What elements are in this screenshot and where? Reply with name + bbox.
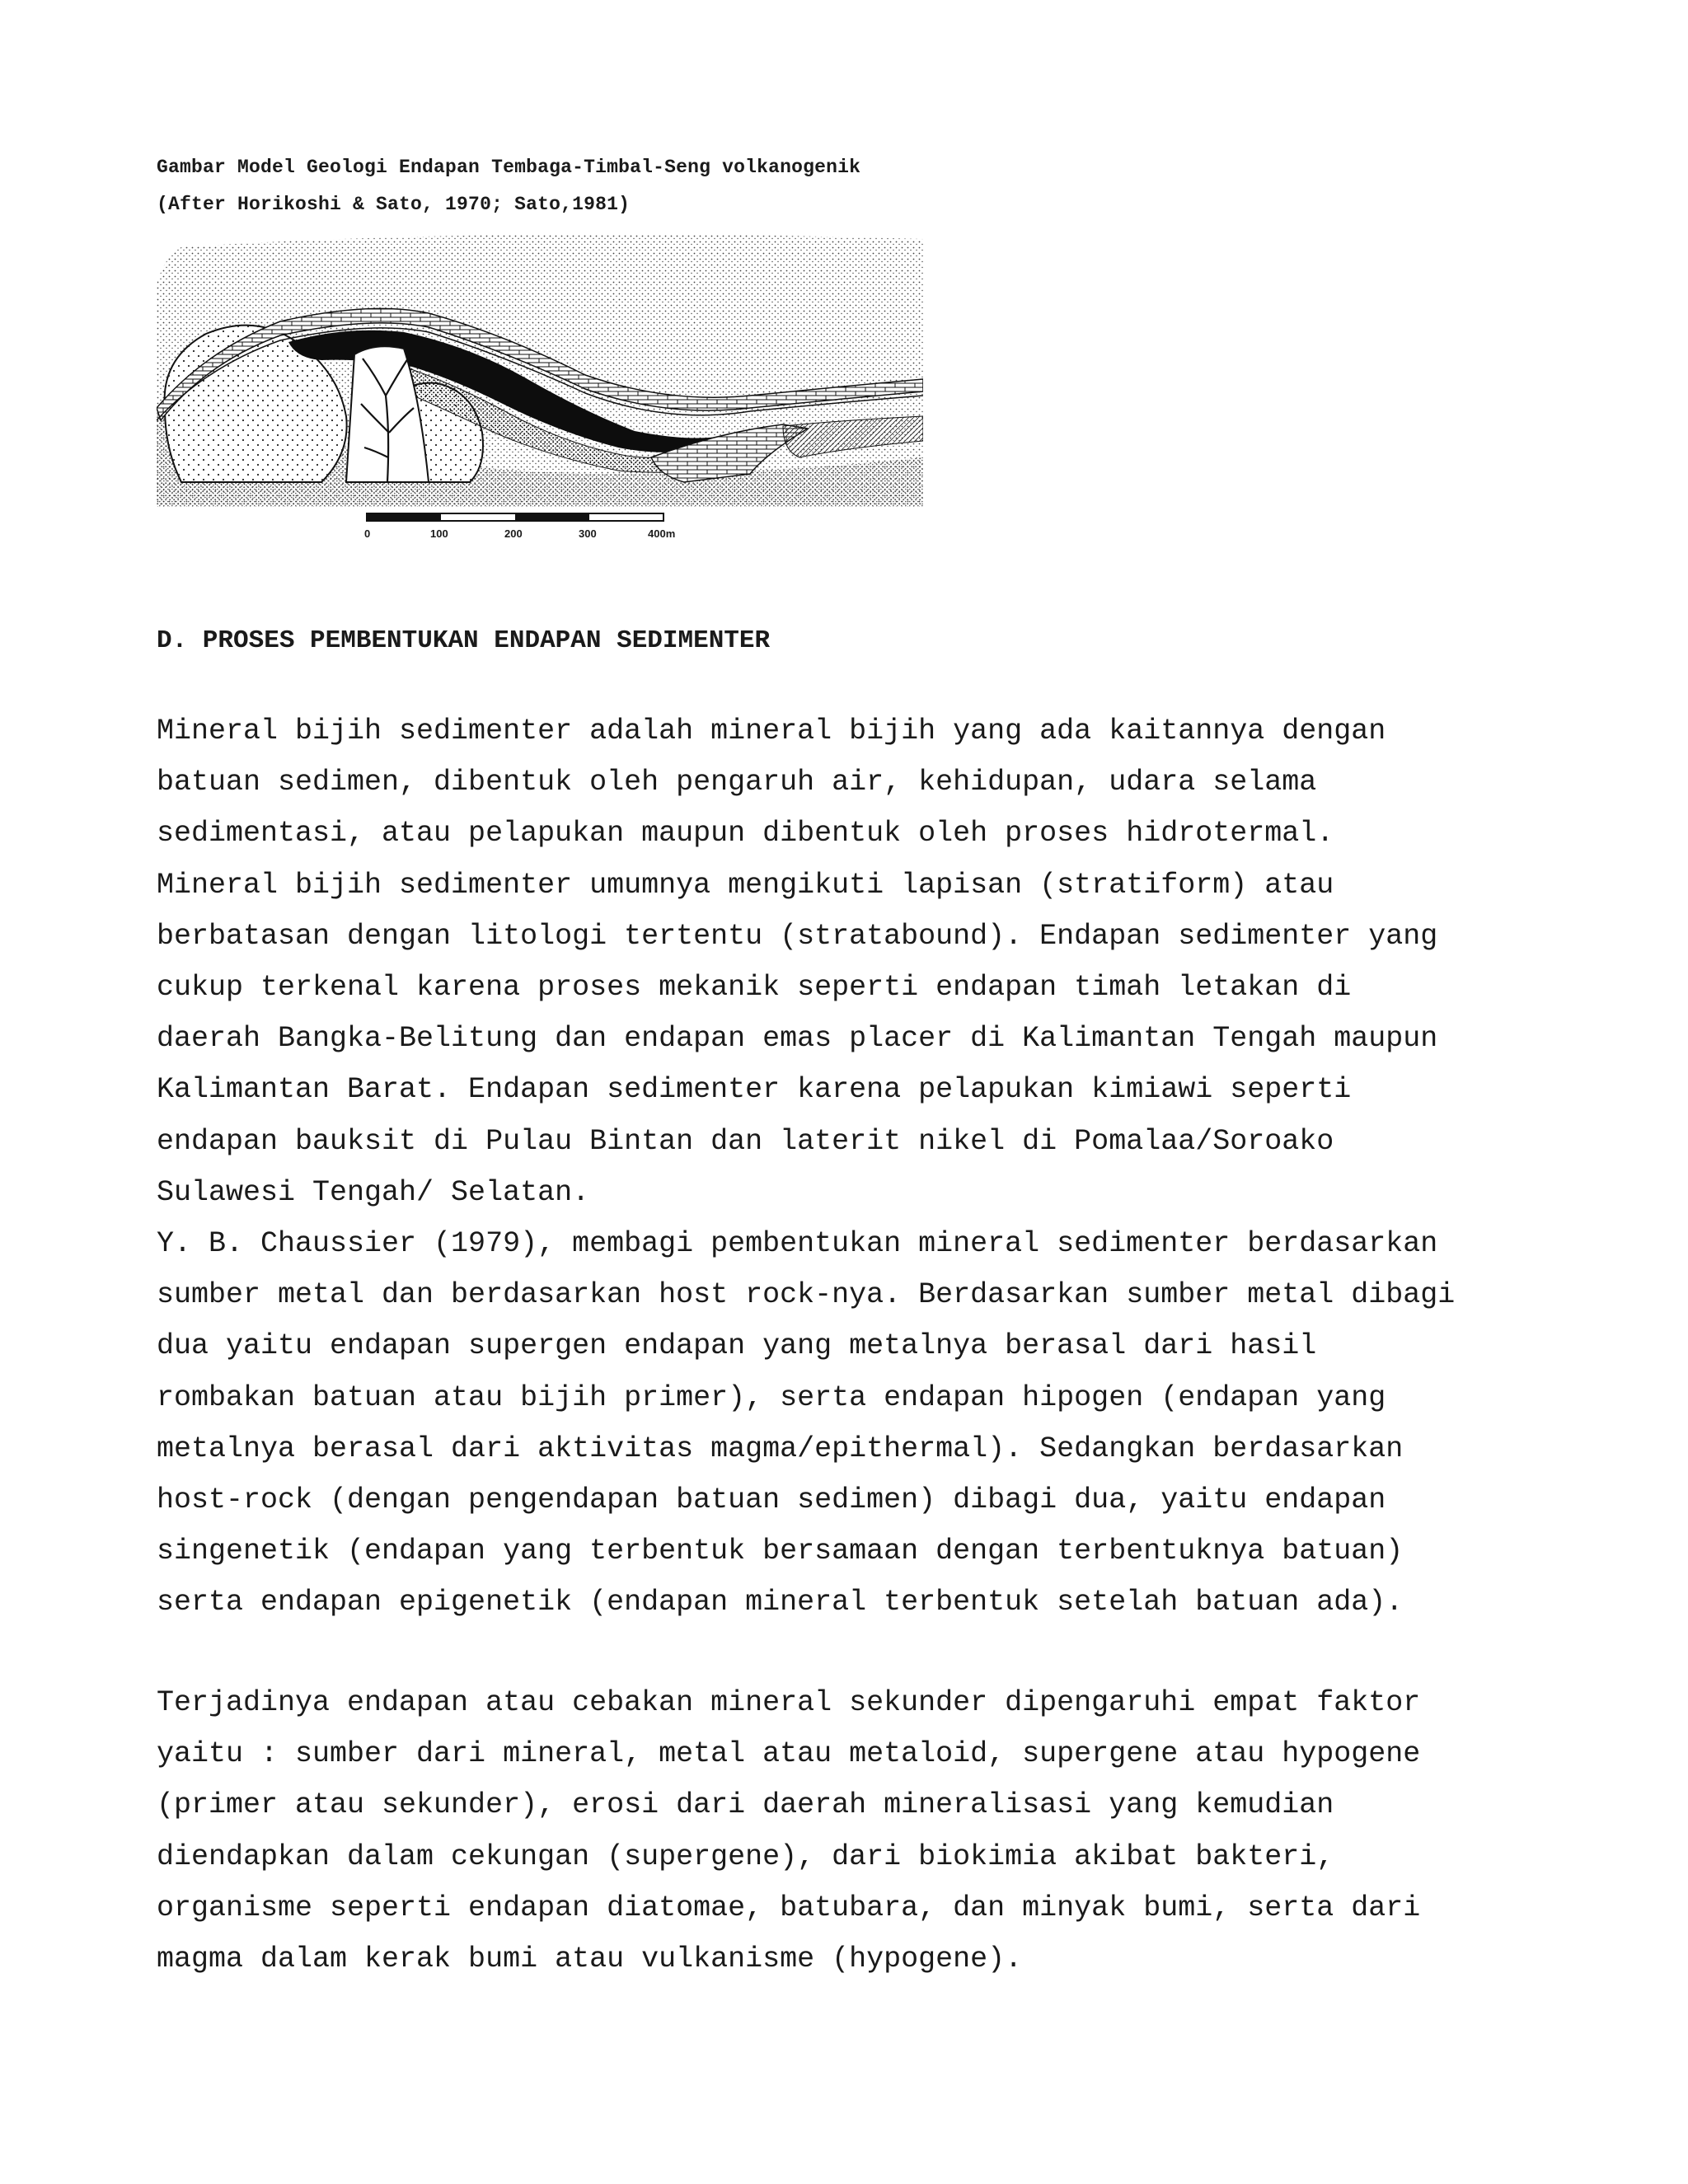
scale-label-400m: 400m [648, 527, 676, 540]
scale-label-200: 200 [504, 527, 523, 540]
scale-label-0: 0 [364, 527, 371, 540]
scale-bar-graphic [363, 511, 709, 527]
figure-caption-source: (After Horikoshi & Sato, 1970; Sato,1981) [157, 194, 631, 215]
scale-label-300: 300 [579, 527, 597, 540]
figure-caption-title: Gambar Model Geologi Endapan Tembaga-Timbal-Seng volkanogenik [157, 157, 861, 178]
scale-bar [363, 511, 709, 552]
scale-label-100: 100 [430, 527, 448, 540]
section-heading: D. PROSES PEMBENTUKAN ENDAPAN SEDIMENTER [157, 626, 771, 655]
paragraph-chaussier-classification: Y. B. Chaussier (1979), membagi pembentukan mineral sedimenter berdasarkan sumber metal dan berdasarkan host rock-nya. Berdasarkan sumber metal dibagi dua yaitu endapan supergen endapan yang metalnya berasal dari hasil rombakan batuan atau bijih primer), serta endapan hipogen (endapan yang metalnya berasal dari aktivitas magma/epithermal). Sedangkan berdasarkan host-rock (dengan pengendapan batuan sedimen) dibagi dua, yaitu endapan singenetik (endapan yang terbentuk bersamaan dengan terbentuknya batuan) serta endapan epigenetik (endapan mineral terbentuk setelah batuan ada). [157, 1227, 1456, 1619]
paragraph-secondary-deposit-factors: Terjadinya endapan atau cebakan mineral sekunder dipengaruhi empat faktor yaitu : sumber dari mineral, metal atau metaloid, supergene atau hypogene (primer atau sekunder), erosi dari daerah mineralisasi yang kemudian diendapkan dalam cekungan (supergene), dari biokimia akibat bakteri, organisme seperti endapan diatomae, batubara, dan minyak bumi, serta dari magma dalam kerak bumi atau vulkanisme (hypogene). [157, 1686, 1421, 1976]
geologic-cross-section-figure [157, 235, 923, 507]
paragraph-sedimentary-ore-definition: Mineral bijih sedimenter adalah mineral bijih yang ada kaitannya dengan batuan sedimen, dibentuk oleh pengaruh air, kehidupan, udara selama sedimentasi, atau pelapukan maupun dibentuk oleh proses hidrotermal. Mineral bijih sedimenter umumnya mengikuti lapisan (stratiform) atau berbatasan dengan litologi tertentu (stratabound). Endapan sedimenter yang cukup terkenal karena proses mekanik seperti endapan timah letakan di daerah Bangka-Belitung dan endapan emas placer di Kalimantan Tengah maupun Kalimantan Barat. Endapan sedimenter karena pelapukan kimiawi seperti endapan bauksit di Pulau Bintan dan laterit nikel di Pomalaa/Soroako Sulawesi Tengah/ Selatan. [157, 715, 1438, 1209]
